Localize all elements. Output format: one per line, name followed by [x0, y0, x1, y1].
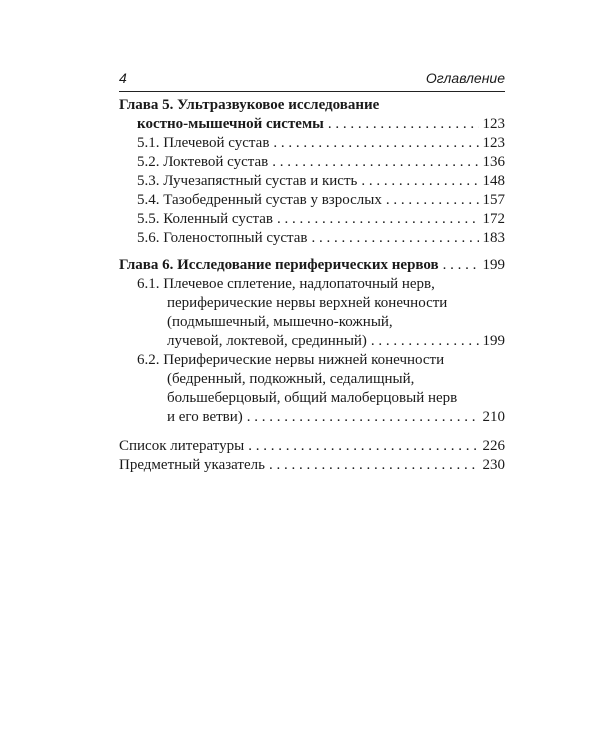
entry-label: 5.4. Тазобедренный сустав у взрослых — [137, 192, 382, 208]
references-entry[interactable] — [119, 437, 505, 456]
entry-page: 123 — [482, 135, 505, 151]
toc-entry-6-1-line2: периферические нервы верхней конечности — [167, 295, 448, 311]
table-of-contents — [119, 96, 505, 475]
toc-entry-6-1[interactable] — [119, 332, 505, 351]
dot-leader — [361, 172, 478, 191]
dot-leader — [273, 134, 478, 153]
entry-page: 148 — [482, 173, 505, 189]
entry-page: 199 — [482, 333, 505, 349]
entry-label: 5.1. Плечевой сустав — [137, 135, 270, 151]
dot-leader — [328, 115, 479, 134]
running-header — [119, 70, 505, 92]
toc-entry-6-2-line3: большеберцовый, общий малоберцовый нерв — [167, 390, 458, 406]
chapter-5-page: 123 — [482, 116, 505, 132]
dot-leader — [386, 191, 479, 210]
entry-label: 5.2. Локтевой сустав — [137, 154, 269, 170]
toc-entry-6-1-line3: (подмышечный, мышечно-кожный, — [167, 314, 393, 330]
chapter-5-title-line1: Глава 5. Ультразвуковое исследование — [119, 97, 380, 113]
toc-entry-5-3[interactable] — [119, 172, 505, 191]
chapter-6-page: 199 — [482, 257, 505, 273]
chapter-6-title: Глава 6. Исследование периферических нервов — [119, 257, 439, 273]
entry-page: 183 — [482, 230, 505, 246]
toc-entry-5-4[interactable] — [119, 191, 505, 210]
dot-leader — [269, 456, 479, 475]
entry-label: и его ветви) — [167, 409, 243, 425]
dot-leader — [277, 210, 479, 229]
entry-page: 210 — [482, 409, 505, 425]
entry-label: Предметный указатель — [119, 457, 265, 473]
toc-entry-6-2-line1: 6.2. Периферические нервы нижней конечности — [137, 352, 445, 368]
header-rule — [119, 91, 505, 92]
index-entry[interactable] — [119, 456, 505, 475]
page-number: 4 — [119, 70, 127, 86]
chapter-6-entry[interactable] — [119, 256, 505, 275]
entry-label: 5.6. Голеностопный сустав — [137, 230, 308, 246]
toc-entry-6-2[interactable] — [119, 408, 505, 427]
toc-entry-5-5[interactable] — [119, 210, 505, 229]
dot-leader — [247, 408, 479, 427]
chapter-5-entry[interactable] — [119, 115, 505, 134]
toc-entry-6-1-line1: 6.1. Плечевое сплетение, надлопаточный нерв, — [137, 276, 435, 292]
chapter-5-title-line2: костно-мышечной системы — [137, 116, 324, 132]
dot-leader — [248, 437, 478, 456]
entry-page: 157 — [482, 192, 505, 208]
toc-entry-5-1[interactable] — [119, 134, 505, 153]
spacer — [119, 427, 505, 437]
toc-entry-5-2[interactable] — [119, 153, 505, 172]
dot-leader — [371, 332, 479, 351]
spacer — [119, 248, 505, 256]
toc-entry-5-6[interactable] — [119, 229, 505, 248]
entry-page: 226 — [482, 438, 505, 454]
entry-label: 5.3. Лучезапястный сустав и кисть — [137, 173, 358, 189]
entry-page: 172 — [482, 211, 505, 227]
entry-label: Список литературы — [119, 438, 245, 454]
entry-label: 5.5. Коленный сустав — [137, 211, 273, 227]
dot-leader — [272, 153, 478, 172]
running-title: Оглавление — [425, 70, 505, 86]
entry-page: 230 — [482, 457, 505, 473]
toc-entry-6-2-line2: (бедренный, подкожный, седалищный, — [167, 371, 415, 387]
entry-label: лучевой, локтевой, срединный) — [167, 333, 367, 349]
entry-page: 136 — [482, 154, 505, 170]
dot-leader — [443, 256, 479, 275]
dot-leader — [311, 229, 478, 248]
